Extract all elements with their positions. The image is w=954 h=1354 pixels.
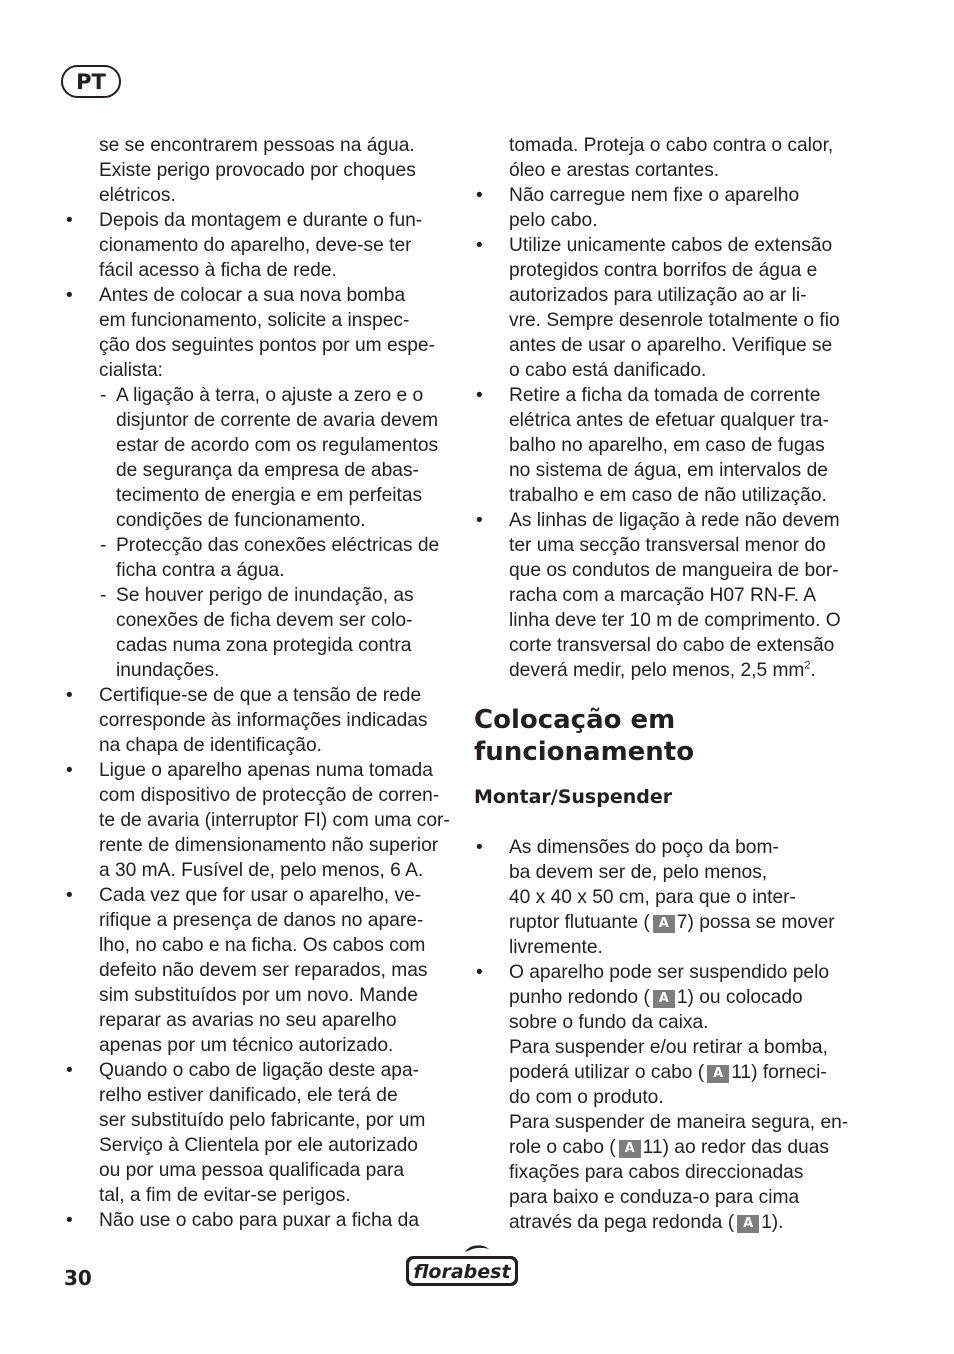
text-line: cadas numa zona protegida contra (116, 635, 412, 656)
text-line: para baixo e conduza-o para cima (509, 1187, 800, 1208)
bullet-icon: • (476, 235, 483, 256)
text-line: fixações para cabos direccionadas (509, 1162, 804, 1183)
bullet-icon: • (476, 185, 483, 206)
list-item (474, 383, 864, 508)
text-fragment: através da pega redonda ( (509, 1212, 735, 1233)
list-item (64, 208, 454, 283)
figure-ref-badge: A (737, 1215, 759, 1233)
text-line: te de avaria (interruptor FI) com uma cor- (99, 810, 450, 831)
superscript: 2 (804, 659, 811, 672)
text-fragment: 1) ou colocado (676, 987, 803, 1008)
text-line: elétricos. (99, 185, 176, 206)
text-line: sobre o fundo da caixa. (509, 1012, 709, 1033)
text-line: cialista: (99, 360, 163, 381)
text-line: no sistema de água, em intervalos de (509, 460, 828, 481)
text-line: Para suspender e/ou retirar a bomba, (509, 1037, 828, 1058)
continuation-text (474, 133, 864, 183)
text-fragment: 1). (761, 1212, 784, 1233)
text-line: livremente. (509, 937, 603, 958)
list-item (474, 183, 864, 233)
text-line: A ligação à terra, o ajuste a zero e o (116, 385, 424, 406)
title-line: Colocação em (474, 705, 676, 735)
list-item (474, 960, 864, 1235)
bullet-icon: • (476, 962, 483, 983)
text-line: autorizados para utilização ao ar li- (509, 285, 807, 306)
text-line: rifique a presença de danos no apare- (99, 910, 424, 931)
text-line: fácil acesso à ficha de rede. (99, 260, 337, 281)
text-line: Serviço à Clientela por ele autorizado (99, 1135, 418, 1156)
text-line: Utilize unicamente cabos de extensão (509, 235, 833, 256)
section-title (474, 704, 864, 768)
list-item (64, 283, 454, 383)
text-fragment: ruptor flutuante ( (509, 912, 650, 933)
text-line: Protecção das conexões eléctricas de (116, 535, 440, 556)
text-line: Se houver perigo de inundação, as (116, 585, 414, 606)
text-line: vre. Sempre desenrole totalmente o fio (509, 310, 840, 331)
text-line: corresponde às informações indicadas (99, 710, 428, 731)
text-line (509, 1060, 864, 1085)
text-fragment: . (810, 660, 816, 681)
bullet-icon: • (476, 510, 483, 531)
continuation-text (64, 133, 454, 208)
text-line: ser substituído pelo fabricante, por um (99, 1110, 426, 1131)
bullet-icon: • (476, 837, 483, 858)
figure-ref-badge: A (619, 1140, 641, 1158)
text-line: cionamento do aparelho, deve-se ter (99, 235, 412, 256)
text-line (509, 985, 864, 1010)
text-line: tomada. Proteja o cabo contra o calor, (509, 135, 834, 156)
text-line: Não use o cabo para puxar a ficha da (99, 1210, 420, 1231)
text-fragment: 7) possa se mover (676, 912, 835, 933)
text-line: estar de acordo com os regulamentos (116, 435, 439, 456)
list-item (64, 758, 454, 883)
text-line: pelo cabo. (509, 210, 598, 231)
sub-list-item (64, 383, 454, 533)
right-column (474, 133, 864, 1235)
subsection-title: Montar/Suspender (474, 786, 673, 808)
text-line: de segurança da empresa de abas- (116, 460, 419, 481)
text-line: rente de dimensionamento não superior (99, 835, 439, 856)
florabest-logo (403, 1244, 521, 1290)
text-line: Certifique-se de que a tensão de rede (99, 685, 422, 706)
bullet-icon: • (66, 1060, 73, 1081)
text-line: que os condutos de mangueira de bor- (509, 560, 839, 581)
text-line: racha com a marcação H07 RN-F. A (509, 585, 817, 606)
text-line (509, 1210, 864, 1235)
text-line (509, 910, 864, 935)
list-item (474, 233, 864, 383)
text-line: Quando o cabo de ligação deste apa- (99, 1060, 420, 1081)
sub-list-item (64, 533, 454, 583)
dash-icon: - (100, 535, 107, 556)
figure-ref-badge: A (653, 990, 675, 1008)
text-line: O aparelho pode ser suspendido pelo (509, 962, 830, 983)
text-line: linha deve ter 10 m de comprimento. O (509, 610, 841, 631)
text-line: condições de funcionamento. (116, 510, 366, 531)
bullet-icon: • (476, 385, 483, 406)
text-line: ficha contra a água. (116, 560, 285, 581)
text-line: ção dos seguintes pontos por um espe- (99, 335, 435, 356)
text-line: Para suspender de maneira segura, en- (509, 1112, 849, 1133)
text-line: Não carregue nem fixe o aparelho (509, 185, 800, 206)
text-line: do com o produto. (509, 1087, 664, 1108)
text-line: 40 x 40 x 50 cm, para que o inter- (509, 887, 796, 908)
figure-ref-badge: A (707, 1065, 729, 1083)
text-line: a 30 mA. Fusível de, pelo menos, 6 A. (99, 860, 424, 881)
list-item (64, 1208, 454, 1233)
text-line: defeito não devem ser reparados, mas (99, 960, 428, 981)
bullet-icon: • (66, 760, 73, 781)
title-line: funcionamento (474, 737, 695, 767)
text-line: tal, a fim de evitar-se perigos. (99, 1185, 351, 1206)
text-line (509, 658, 864, 683)
text-line: em funcionamento, solicite a inspec- (99, 310, 410, 331)
list-item (64, 883, 454, 1058)
text-line: Antes de colocar a sua nova bomba (99, 285, 406, 306)
text-line: relho estiver danificado, ele terá de (99, 1085, 398, 1106)
sub-list-item (64, 583, 454, 683)
text-line: Depois da montagem e durante o fun- (99, 210, 423, 231)
text-line: na chapa de identificação. (99, 735, 322, 756)
page-number: 30 (64, 1266, 92, 1290)
text-line: lho, no cabo e na ficha. Os cabos com (99, 935, 426, 956)
dash-icon: - (100, 385, 107, 406)
text-line: ba devem ser de, pelo menos, (509, 862, 768, 883)
text-line: trabalho e em caso de não utilização. (509, 485, 827, 506)
bullet-icon: • (66, 210, 73, 231)
text-line: disjuntor de corrente de avaria devem (116, 410, 439, 431)
dash-icon: - (100, 585, 107, 606)
language-badge: PT (61, 65, 121, 98)
bullet-icon: • (66, 1210, 73, 1231)
list-item (474, 508, 864, 683)
text-line: se se encontrarem pessoas na água. (99, 135, 415, 156)
text-line: protegidos contra borrifos de água e (509, 260, 818, 281)
text-line: conexões de ficha devem ser colo- (116, 610, 413, 631)
text-line: As dimensões do poço da bom- (509, 837, 779, 858)
text-line: o cabo está danificado. (509, 360, 707, 381)
text-line: sim substituídos por um novo. Mande (99, 985, 418, 1006)
list-item (64, 683, 454, 758)
bullet-icon: • (66, 685, 73, 706)
text-line: Cada vez que for usar o aparelho, ve- (99, 885, 422, 906)
text-line (509, 1135, 864, 1160)
text-line: Ligue o aparelho apenas numa tomada (99, 760, 433, 781)
text-fragment: deverá medir, pelo menos, 2,5 mm (509, 660, 805, 681)
text-fragment: 11) forneci- (731, 1062, 827, 1083)
bullet-icon: • (66, 285, 73, 306)
text-line: reparar as avarias no seu aparelho (99, 1010, 397, 1031)
text-line: Existe perigo provocado por choques (99, 160, 416, 181)
list-item (64, 1058, 454, 1208)
left-column (64, 133, 454, 1233)
text-line: óleo e arestas cortantes. (509, 160, 720, 181)
text-line: inundações. (116, 660, 220, 681)
text-line: antes de usar o aparelho. Verifique se (509, 335, 833, 356)
list-item (474, 835, 864, 960)
text-line: ter uma secção transversal menor do (509, 535, 826, 556)
text-line: elétrica antes de efetuar qualquer tra- (509, 410, 829, 431)
figure-ref-badge: A (653, 915, 675, 933)
text-fragment: punho redondo ( (509, 987, 650, 1008)
text-line: com dispositivo de protecção de corren- (99, 785, 440, 806)
text-line: tecimento de energia e em perfeitas (116, 485, 423, 506)
text-line: ou por uma pessoa qualificada para (99, 1160, 405, 1181)
text-line: balho no aparelho, em caso de fugas (509, 435, 825, 456)
text-line: apenas por um técnico autorizado. (99, 1035, 394, 1056)
bullet-icon: • (66, 885, 73, 906)
text-line: Retire a ficha da tomada de corrente (509, 385, 821, 406)
text-line: corte transversal do cabo de extensão (509, 635, 835, 656)
text-line: As linhas de ligação à rede não devem (509, 510, 840, 531)
text-fragment: poderá utilizar o cabo ( (509, 1062, 705, 1083)
logo-text: florabest (413, 1261, 511, 1283)
text-fragment: role o cabo ( (509, 1137, 616, 1158)
text-fragment: 11) ao redor das duas (642, 1137, 829, 1158)
